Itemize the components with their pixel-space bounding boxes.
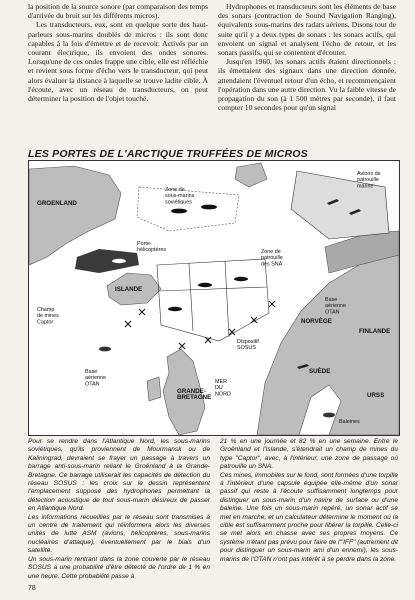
map-label-groenland: GROENLAND — [37, 200, 77, 207]
map-label-porte-helicopteres: Porte-hélicoptères — [137, 241, 167, 254]
map-label-finlande: FINLANDE — [359, 328, 391, 335]
body-text-right-column — [218, 2, 396, 112]
arctic-map-illustration — [28, 160, 400, 436]
page-number: 78 — [28, 585, 36, 592]
caption-paragraph: Pour se rendre dans l'Atlantique Nord, les sous-marins soviétiques, qu'ils proviennent de Mourmansk ou de Kaliningrad, devraient se frayer un passage à travers un barrage anti-sous-marin reliant le Groënland à la Grande-Bretagne. Ce barrage utiliserait les capacités de détection du réseau SOSUS : les croix sur le dessin représentent l'emplacement supposé des hydrophones permettant la détection acoustique de tout sous-marin désireux de passer en Atlantique Nord. — [28, 438, 210, 513]
map-label-suede: SUÈDE — [309, 368, 331, 375]
map-label-avions-patrouille: Avions de patrouille marine — [357, 171, 381, 190]
ireland-land — [147, 377, 161, 401]
caption-left-column — [28, 438, 210, 581]
map-label-base-otan-west: Base aérienne OTAN — [85, 369, 106, 388]
map-label-dispositif-sosus: Dispositif SOSUS — [237, 339, 259, 352]
caption-paragraph: Un sous-marin rentrant dans la zone couverte par le réseau SOSUS a une probabilité d'être détecté de l'ordre de 1 % en une heure. Cette probabilité passe à — [28, 555, 210, 580]
map-label-islande: ISLANDE — [115, 286, 143, 293]
paragraph: la position de la source sonore (par comparaison des temps d'arrivée du bruit sur les différents micros). — [28, 2, 208, 21]
section-title: LES PORTES DE L'ARCTIQUE TRUFFÉES DE MICROS — [28, 148, 308, 160]
map-label-baleines: Baleines — [339, 419, 360, 425]
map-label-norvege: NORVÈGE — [301, 318, 332, 325]
paragraph: Les transducteurs, eux, sont en quelque sorte des haut-parleurs sous-marins doublés de micros : ils sont donc capables à la fois d'émettre et de recevoir. Activés par un courant électrique, ils envoient des ondes sonores. Lorsqu'une de ces ondes frappe une cible, elle est réfléchie et revient sous forme d'écho vers le transducteur, qui peut alors évaluer la distance à laquelle se trouve ladite cible. À l'écoute, avec un réseau de transducteurs, on peut déterminer la position de l'objet touché. — [28, 20, 208, 104]
paragraph: Hydrophones et transducteurs sont les éléments de base des sonars (contraction de Sound Navigation Ranging), équivalents sous-marins des radars aériens. Disons tout de suite qu'il y a deux types de sonars : les sonars actifs, qui envoient un signal et analysent l'écho de retour, et les sonars passifs, qui se contentent d'écouter. — [218, 2, 396, 58]
map-label-urss: URSS — [367, 392, 385, 399]
caption-paragraph: 21 % en une journée et 82 % en une semaine. Entre le Groënland et l'Islande, s'étendrait un champ de mines du type "Captor", avec, à l'intérieur, une zone de passage où patrouille un SNA. — [220, 438, 398, 471]
map-label-zone-patrouille-sna: Zone de patrouille des SNA — [261, 249, 283, 268]
map-label-champ-mines: Champ de mines Captor — [37, 307, 59, 326]
paragraph: Jusqu'en 1960, les sonars actifs étaient directionnels : ils émettaient des signaux dans une direction donnée, attendaient l'éventuel retour d'un écho, et recommençaient l'opération dans une autre direction. Vu la faible vitesse de propagation du son (à 1 500 mètres par seconde), il faut compter 10 secondes pour qu'un signal — [218, 57, 396, 113]
caption-paragraph: Ces mines, immobiles sur le fond, sont formées d'une torpille à l'intérieur d'une capsule équipée elle-même d'un sonar passif qui reste à l'écoute suffisamment longtemps pour distinguer un sous-marin d'un navire de surface ou d'une baleine. Une fois un sous-marin repéré, un sonar actif se met en marche, et un calculateur détermine le moment où la cible est suffisamment proche pour libérer la torpille. Celle-ci se met alors en chasse avec ses propres moyens. Ce système n'étant pas prévu pour faire de l'"IFF" (autrement dit pour distinguer un sous-marin ami d'un ennemi), les sous-marins de l'OTAN n'ont pas intérêt à se perdre dans la zone. — [220, 471, 398, 563]
map-label-grande-bretagne: GRANDE-BRETAGNE — [177, 388, 212, 402]
map-label-mer-du-nord: MER DU NORD — [215, 379, 231, 398]
caption-paragraph: Les informations recueillies par le réseau sont transmises à un centre de traitement qui réinformera alors les diverses unités de lutte ASM (avions, hélicoptères, sous-marins nucléaires d'attaque), éventuellement par le biais d'un satellite. — [28, 513, 210, 555]
body-text-left-column — [28, 2, 208, 103]
map-svg — [29, 161, 399, 435]
map-label-base-otan-north: Base aérienne OTAN — [325, 297, 346, 316]
caption-right-column — [220, 438, 398, 564]
map-label-zone-sous-marins: Zone de sous-marins soviétiques — [165, 187, 195, 206]
